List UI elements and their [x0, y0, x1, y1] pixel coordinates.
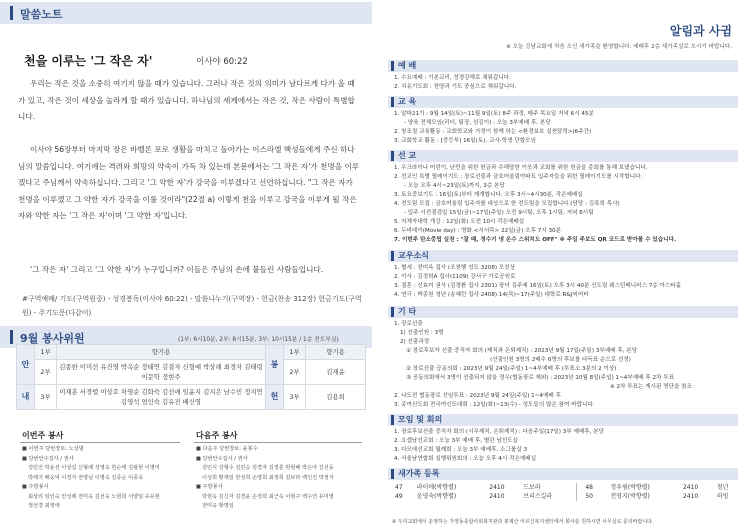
duty-header-label: 9월 봉사위원 — [20, 332, 85, 345]
right-page — [380, 0, 750, 530]
list-item: 1. 별세 : 전미옥 집사 (조천행 성도 3208) 모친상 — [394, 265, 516, 271]
sermon-paragraph-2: 이사야 56장부터 마지막 장은 바벨론 포로 생활을 마치고 돌아가는 이스라엘 백성들에게 주신 하나님의 말씀입니다. 여기에는 격려와 희망의 약속이 가득 차 있는데 본문에서는 '그 작은 자'가 천명을 이루겠다고 주님께서 약속하십니다. 그리고 '그 약한 자'가 강국을 이루겠다고 선언하십니다. "그 작은 자가 천명을 이루겠고 그 약한 자가 강국을 이룰 것이라"(22절 a) 이렇게 천을 이루고 강국을 이루게 될 작은 자와 약한 자는 '그 작은 자'이며 '그 약한 자'입니다. — [18, 145, 360, 220]
list-item: 2. 치유기도회 : 찬양과 기도 중심으로 채워갑니다. — [394, 84, 517, 90]
newcomer-welcome-note: ※ 오늘 강남교회에 처음 오신 새가족을 환영합니다. 예배후 2층 새가족실로 오시기 바랍니다. — [506, 44, 732, 50]
list-item: ■ 다음주 당번장로: 윤봉수 — [196, 446, 258, 452]
section-title: 새가족 등록 — [398, 469, 440, 478]
list-item: 김민식 강형수 김민승 김경자 김경훈 박현배 박은아 김선동 — [202, 465, 334, 471]
list-item: 3. 종여신도회 전국여신도대회 : 12일(화)~13(수) - 성도들의 많은 참여 바랍니다. — [394, 402, 595, 408]
table-cell: 1부 — [284, 345, 306, 360]
this-week-title: 이번주 봉사 — [22, 431, 64, 440]
table-row — [17, 345, 366, 360]
list-item: ※ 2차 투표는 게시된 명단을 참조 — [610, 384, 692, 390]
table-cell: 윤영숙(박향렬) — [416, 493, 457, 500]
list-item: 김민진 박윤선 이상길 신형례 성영옥 한순태 김광현 이명미 — [28, 465, 160, 471]
table-cell: 김종한 이미선 유진영 박옥순 장태연 김결자 신형예 박상례 최경자 김태령 이문학 정현주 — [57, 360, 266, 385]
list-item: 1. 우크라이나 어린이, 난민을 위한 헌금과 수해당한 이웃과 교회를 위한 헌금을 총회를 통해 보냈습니다. — [394, 165, 648, 171]
section-title: 교우소식 — [398, 251, 429, 260]
list-item: 3. 토요중보기도 : 16일(토)부터 재개합니다. 오후 3시~4시30분, 작은예배실 — [394, 192, 583, 198]
list-item: 2. 나도전 협동장로 선임투표 : 2023년 9월 24일(주일) 1~4예배 후 — [394, 393, 561, 399]
table-cell: 2410 — [489, 493, 505, 500]
list-item: ■ 주방봉사 — [22, 484, 49, 490]
next-week-divider — [194, 442, 362, 443]
list-item: ■ 당번안수집사 / 권사 — [196, 455, 248, 462]
list-item: (선출인원 3명의 2배수 6명의 후보를 다득표 순으로 선정) — [490, 357, 631, 363]
list-item: 이성희 황재일 한성희 손영희 최정희 김보라 백인진 박정자 — [202, 474, 334, 481]
table-cell: 2410 — [682, 484, 699, 491]
duty-schedule-note: (1부: 6시10분, 2부: 8시15분, 3부: 10시15분 / 1층 전도부실) — [178, 337, 339, 343]
list-item: 7. 이번주 탄소중립 실천 : "잘 때, 정수기 냉 온수 스위치도 OFF" ※ 주일 주보도 QR 코드로 받아볼 수 있습니다. — [394, 237, 677, 243]
header-accent-bar — [10, 330, 13, 344]
section-accent-bar — [391, 469, 394, 479]
next-week-list — [196, 445, 334, 512]
table-cell: 1부 — [35, 345, 57, 360]
duty-side-label: 헌 — [266, 385, 284, 410]
table-cell: 드보라 — [523, 484, 541, 491]
section-etc — [388, 306, 738, 318]
section-education — [388, 96, 738, 108]
list-item: 박현옥 김신자 김경윤 손정희 최근옥 이현구 백수연 유미영 — [202, 493, 334, 500]
list-item: ③ 공동의회에서 3명이 선출되지 않을 경우(협동장로 제외) : 2023년 10월 8일(주일) 1~4부예배 후 2차 투표 — [406, 375, 675, 381]
section-title: 기 타 — [398, 307, 417, 316]
next-week-title: 다음주 봉사 — [196, 431, 238, 440]
list-item: 1. 수요예배 : 기본교리, 성경강해로 채워갑니다. — [394, 75, 511, 81]
section-mission — [388, 150, 738, 162]
this-week-divider — [20, 442, 180, 443]
sermon-note-header — [0, 2, 372, 24]
table-cell: 향기용 — [306, 345, 366, 360]
this-week-list — [22, 445, 160, 512]
list-item: 5. 지체자대학 개강 : 12일(화) 오전 10시 작은예배실 — [394, 219, 525, 225]
list-item: 6. 두비데이(Movie day) : 영화 <서서목> 22일(금) 오후 7시 30분 — [394, 228, 562, 234]
announcements-title: 알림과 사귐 — [669, 24, 732, 38]
table-cell: 라이애(박향렬) — [416, 484, 457, 491]
duty-table — [16, 344, 366, 410]
table-cell: 김재윤 — [306, 360, 366, 385]
sermon-title: 천을 이루는 '그 작은 자' — [24, 54, 153, 68]
list-item: ■ 이번주 당번장로: 노상범 — [22, 446, 84, 452]
list-item: ② 장로선출 공동의회 : 2023년 9월 24일(주일) 1~4부예배 후 (투표소 3분의 2 이상) — [406, 366, 617, 372]
list-item: 4. 전도팀 모집 : 금호어울림 입주자를 대상으로 한 전도팀을 모집합니다.(담당 : 김록희 목사) — [394, 201, 620, 207]
newcomer-table — [392, 483, 742, 501]
section-newcomers — [388, 468, 738, 480]
table-cell: 김용희 — [306, 385, 366, 410]
list-item: - 오늘 오후 4시~23일(토)까지, 3층 본당 — [404, 183, 505, 189]
list-item: 1. 장로후보선출 중직자 회의 (시무제직, 은퇴제직) : 다음주일(17일) 3부 예배후, 본당 — [394, 429, 605, 435]
section-member-news — [388, 250, 738, 262]
list-item: 3. 결혼 : 신효미 권사 (김정환 집사 2301) 장녀 김주예 16일(토) 오후 3시 40분 신도림 웨스턴베니비스 7층 아스타홀 — [394, 283, 682, 289]
cell-worship-order: #구역예배/ 기도(구역원중) - 성경봉독(이사야 60:22) - 말씀나누기(구역장) - 헌금(찬송 312장) 헌금기도(구역원) - 주기도문(다같이) — [22, 295, 362, 317]
list-item: ■ 당번안수집사 / 권사 — [22, 455, 74, 462]
table-cell: 3부 — [35, 385, 57, 410]
table-cell: 2410 — [489, 484, 505, 491]
table-cell: 3부 — [284, 385, 306, 410]
list-item: - 양육 전체모임(리더, 팀장, 섬김이) : 오늘 3부예배 후, 본당 — [404, 120, 551, 126]
list-item: 최상리 임인숙 안성례 전미옥 김선숙 노현희 서양임 유유현 — [28, 493, 160, 500]
duty-side-label: 내 — [17, 385, 35, 410]
section-accent-bar — [391, 61, 394, 71]
section-accent-bar — [391, 415, 394, 425]
list-item: 4. 서울남연합회 실행위원회의 : 오늘 오후 4시 작은예배실 — [394, 456, 537, 462]
list-item: 2. 창조절 교육활동 : 교회학교와 가정이 함께 하는 <환경보호 실천달력>(6주간) — [394, 129, 592, 135]
table-cell: 2410 — [682, 493, 699, 500]
list-item: 1. 알파21기 : 9월 14일(토)~11월 9일(토) 8주 과정, 매주 목요일 저녁 6시 45분 — [394, 111, 594, 117]
table-cell: 러빙 — [716, 493, 729, 500]
sermon-reference: 이사야 60:22 — [196, 57, 248, 67]
table-row — [392, 483, 742, 492]
section-title: 교 육 — [398, 97, 417, 106]
table-cell: 청년 — [716, 484, 729, 491]
list-item: 2) 선출과정 — [400, 339, 430, 345]
section-worship — [388, 60, 738, 72]
list-item: ■ 주방봉사 — [196, 484, 223, 490]
list-item: 4. 연극 : 박종원 청년 (송혜런 집사 2408) 14(목)~17(주일) 대학로 R&J씨어터 — [394, 292, 589, 298]
section-title: 예 배 — [398, 61, 417, 70]
list-item: 전미옥 황명임 — [202, 503, 234, 509]
list-item: 박래지 배웅덕 이경자 전영님 이명숙 김종순 이종옥 — [28, 474, 144, 481]
table-cell: 향기용 — [57, 345, 266, 360]
table-cell: 2부 — [35, 360, 57, 385]
table-cell: 47 — [395, 484, 403, 491]
left-page — [0, 0, 372, 530]
table-cell: 2부 — [284, 360, 306, 385]
volunteer-note: ※ 우리교회에서 운영하는 가양동종합사회복지관과 봉제산 어르신복지센터에서 봉사를 원하시면 사무실로 문의바랍니다. — [392, 519, 654, 525]
sermon-note-header-label: 말씀노트 — [20, 8, 63, 21]
table-cell: 전영지(박향렬) — [610, 493, 650, 500]
table-cell: 50 — [577, 492, 608, 501]
list-item: - 입주 사전점검일 15일(금)~17일(주일) 오전 9시팀, 오후 1시팀, 저녁 6시팀 — [404, 210, 594, 216]
table-row — [392, 492, 742, 501]
section-title: 모임 및 회의 — [398, 415, 443, 424]
table-cell: 브리스길라 — [523, 493, 553, 500]
table-cell: 49 — [395, 493, 403, 500]
list-item: 정선경 최영애 — [28, 503, 60, 509]
list-item: ① 장로후보자 선출 중직자 회의 (제직과 은퇴제직) : 2023년 9월 17일(주일) 3부예배 후, 본당 — [406, 348, 638, 354]
duty-side-label: 봉 — [266, 345, 284, 385]
list-item: 1. 장로선출 — [394, 321, 423, 327]
section-accent-bar — [391, 251, 394, 261]
header-accent-bar — [10, 6, 13, 20]
list-item: 2. 전교인 특별 릴레이기도 : 장로선출과 금호어울림아파트 입주자들을 위한 릴레이기도를 시작합니다. — [394, 174, 643, 180]
duty-side-label: 안 — [17, 345, 35, 385]
list-item: 3. 교회학교 활동 : [중등부] 16일(토), 교사-학생 단합모임 — [394, 138, 536, 144]
list-item: 2. 요셉남선교회 : 오늘 3부 예배 후, 별관 남선도실 — [394, 438, 519, 444]
table-row — [17, 360, 366, 385]
list-item: 1) 선출인원 : 3명 — [400, 330, 444, 336]
section-accent-bar — [391, 151, 394, 161]
table-row — [17, 385, 366, 410]
sermon-paragraph-3: '그 작은 자' 그리고 '그 약한 자'가 누구입니까? 이들은 주님의 손에 붙들린 사람들입니다. — [30, 265, 324, 274]
list-item: 2. 이사 : 김정희A 집사(1109) 강서구 가로공원로 — [394, 274, 516, 280]
list-item: 3. 다모데선교회 월례회 : 오늘 3부 예배후, 소그룹실 3 — [394, 447, 528, 453]
section-accent-bar — [391, 97, 394, 107]
section-meetings — [388, 414, 738, 426]
table-cell: 이재훈 서경렬 이상호 차영순 김화숙 김선애 임윤지 김지은 남수민 정지연 김영석 엄인숙 김유진 배신영 — [57, 385, 266, 410]
table-cell: 정우림(박향렬) — [610, 484, 650, 491]
section-title: 선 교 — [398, 151, 417, 160]
sermon-paragraph-1: 우리는 작은 것을 소중히 여기지 않을 때가 있습니다. 그러나 작은 것의 의미가 남다르게 다가 올 때가 있고, 작은 것이 세상을 놀라게 할 때가 있습니다. 하나님의 세계에서는 작은 것, 작은 사람이 특별합니다. — [18, 79, 355, 121]
table-cell: 48 — [577, 483, 608, 492]
section-accent-bar — [391, 307, 394, 317]
